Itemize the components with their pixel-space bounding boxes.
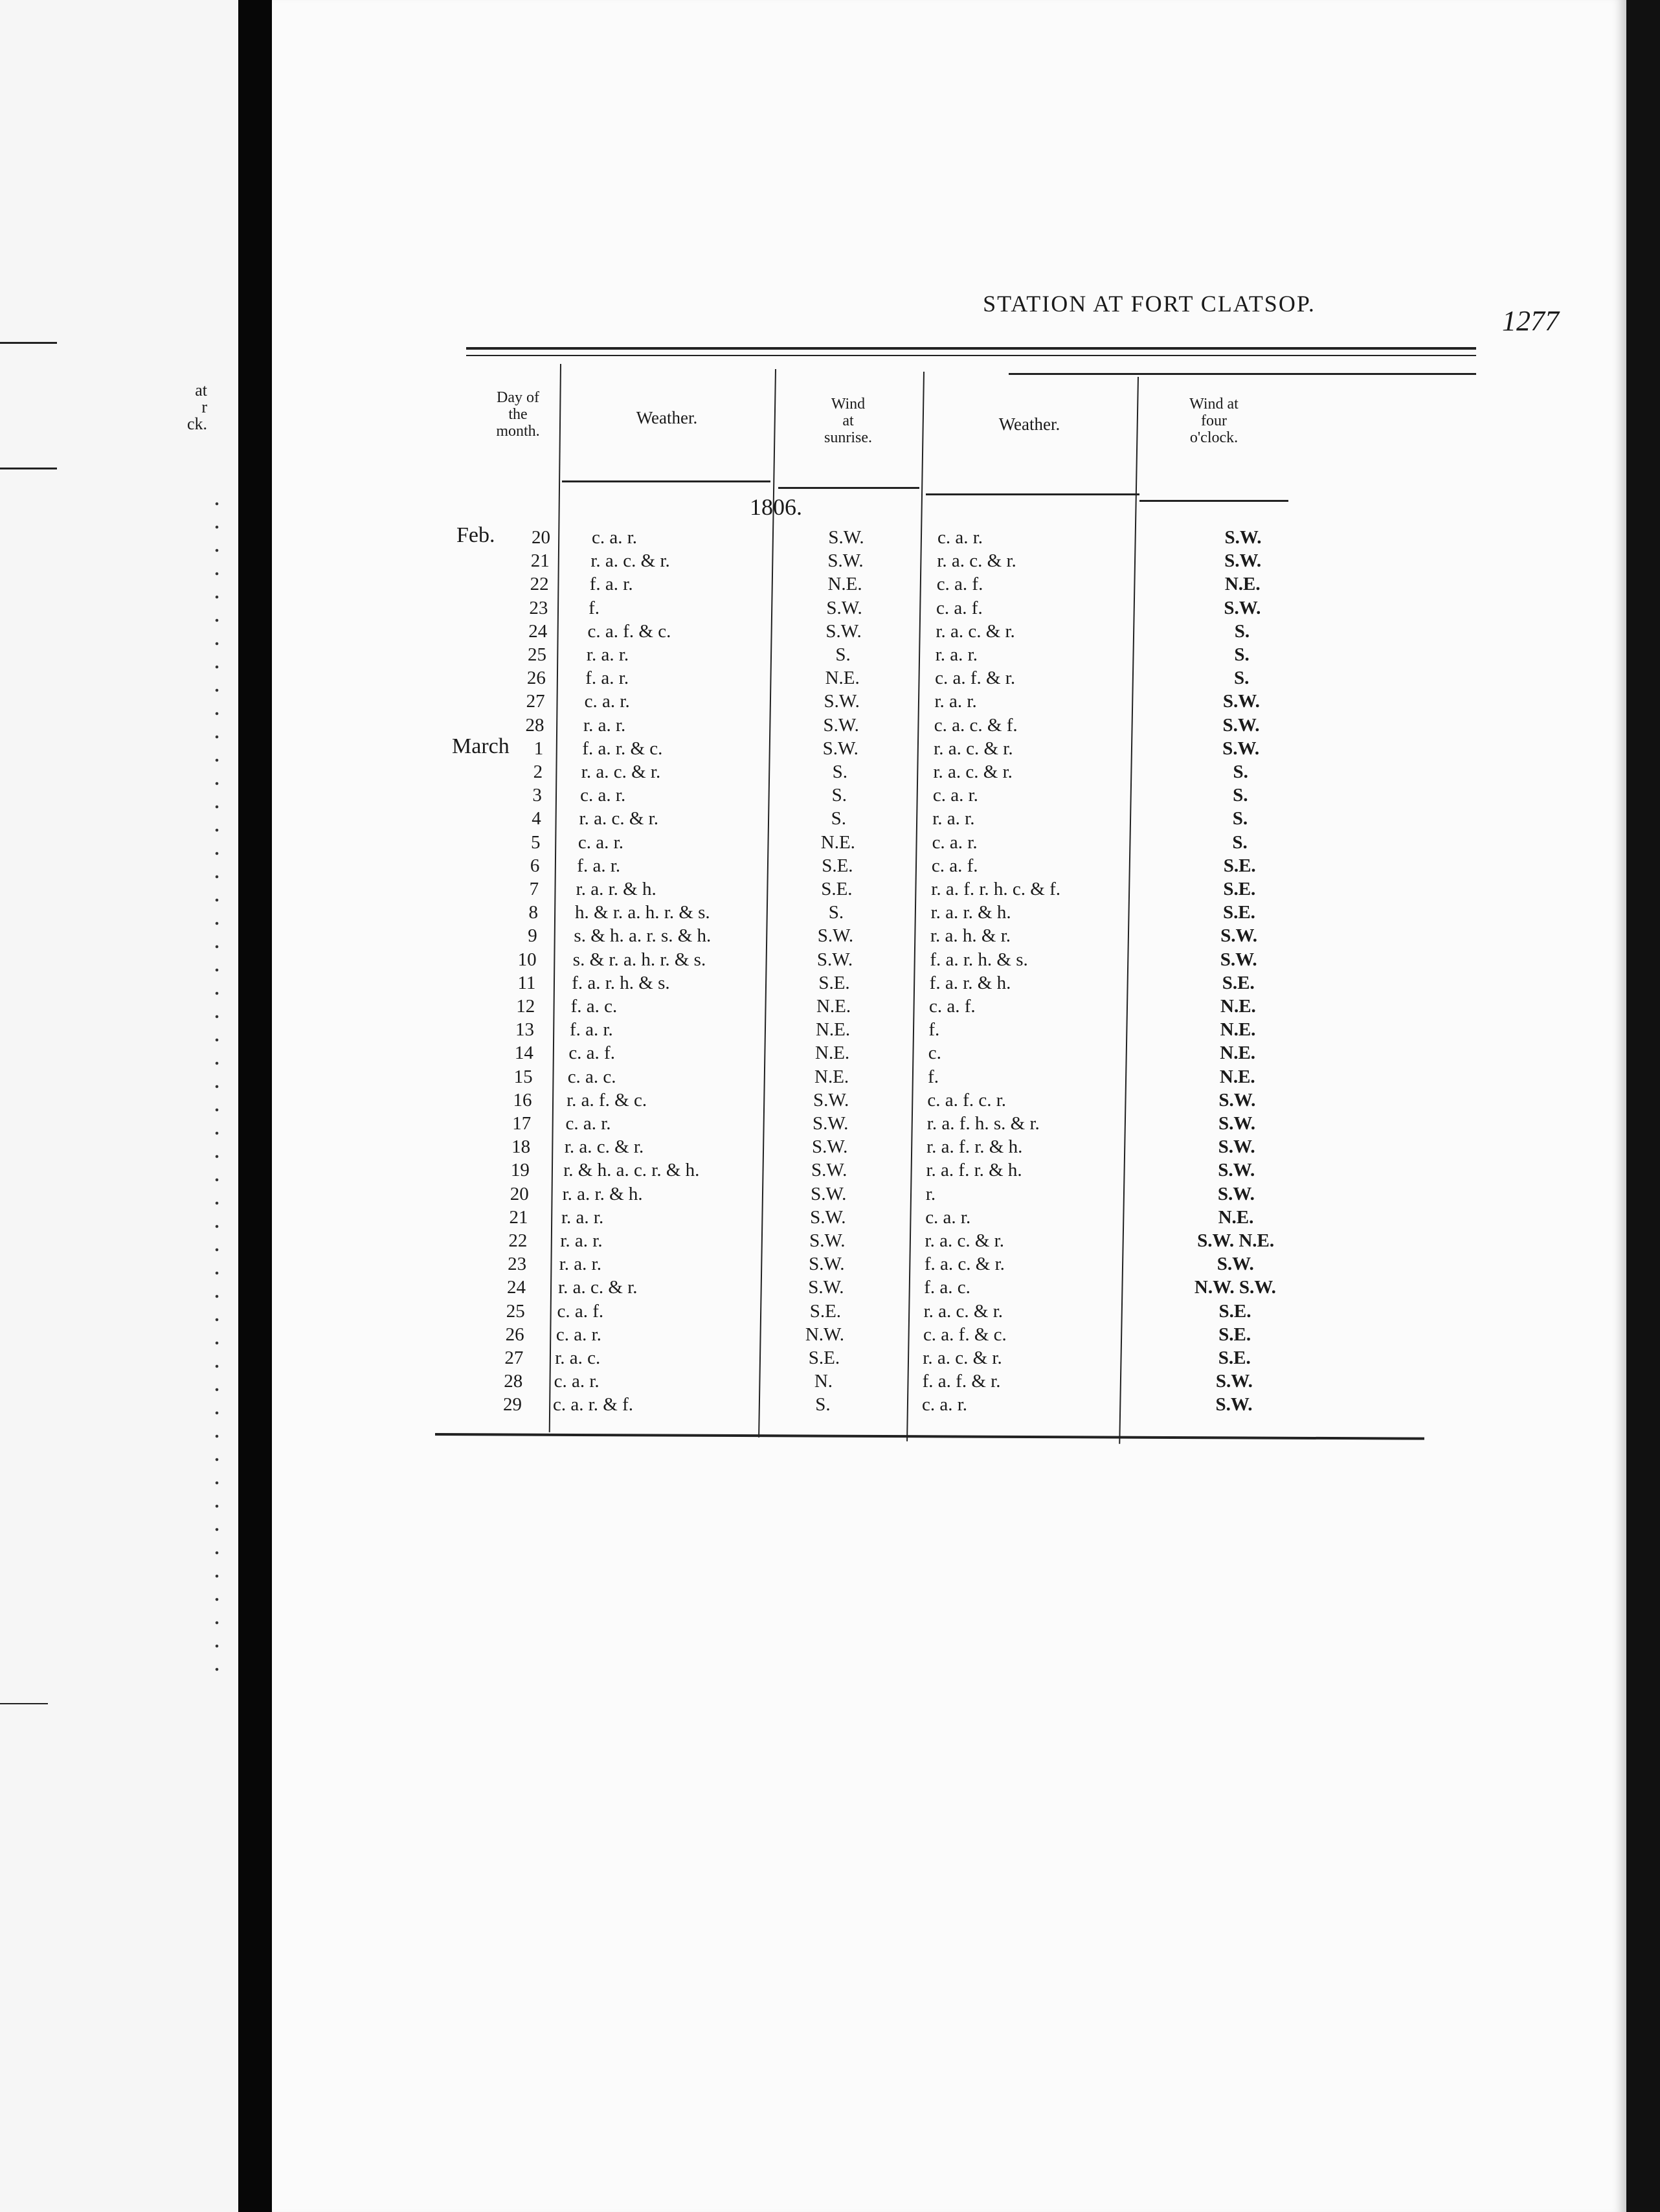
wind-sunrise-cell: N.E. bbox=[815, 1043, 850, 1064]
table-row bbox=[272, 854, 1626, 877]
weather-sunrise-cell: r. a. c. & r. bbox=[581, 762, 661, 782]
day-cell: 24 bbox=[528, 620, 548, 642]
day-cell: 4 bbox=[532, 808, 541, 830]
weather-four-cell: f. a. r. & h. bbox=[929, 972, 1011, 993]
facing-page-fragment bbox=[0, 0, 238, 2212]
table-row bbox=[272, 995, 1626, 1018]
weather-sunrise-cell: r. a. c. bbox=[555, 1348, 601, 1368]
table-row bbox=[272, 1182, 1626, 1206]
day-cell: 3 bbox=[532, 785, 542, 806]
wind-four-cell: S.W. bbox=[1222, 691, 1260, 712]
day-cell: 24 bbox=[506, 1277, 526, 1298]
wind-four-cell: N.E. bbox=[1220, 1043, 1256, 1064]
weather-sunrise-cell: r. a. c. & r. bbox=[564, 1136, 644, 1158]
wind-four-cell: S.E. bbox=[1222, 972, 1255, 993]
table-row bbox=[272, 1018, 1626, 1041]
table-row bbox=[272, 1323, 1626, 1346]
weather-sunrise-cell: r. a. f. & c. bbox=[566, 1089, 647, 1111]
table-row bbox=[272, 690, 1626, 713]
day-cell: 25 bbox=[506, 1300, 525, 1322]
weather-four-cell: c. a. r. bbox=[925, 1206, 971, 1228]
wind-four-cell: S.W. bbox=[1218, 1113, 1256, 1134]
day-cell: 26 bbox=[505, 1324, 524, 1345]
weather-sunrise-cell: f. a. r. bbox=[577, 855, 621, 876]
column-header-day: Day of the month. bbox=[496, 389, 540, 440]
wind-four-cell: S.E. bbox=[1223, 855, 1256, 876]
weather-sunrise-cell: c. a. r. bbox=[580, 785, 626, 806]
weather-four-cell: f. a. c. bbox=[924, 1277, 970, 1298]
weather-four-cell: c. a. r. bbox=[932, 831, 978, 853]
wind-four-cell: N.E. bbox=[1220, 1019, 1256, 1041]
table-row bbox=[272, 831, 1626, 854]
wind-four-cell: N.E. bbox=[1224, 574, 1261, 595]
wind-sunrise-cell: N.E. bbox=[816, 996, 851, 1017]
wind-four-cell: S.W. N.E. bbox=[1197, 1230, 1275, 1251]
day-cell: 11 bbox=[517, 972, 536, 993]
weather-four-cell: r. a. c. & r. bbox=[923, 1300, 1004, 1322]
column-header-weather-sunrise: Weather. bbox=[636, 408, 698, 427]
table-row bbox=[272, 1041, 1626, 1065]
table-top-rule-thin bbox=[466, 355, 1476, 356]
table-top-rule bbox=[466, 347, 1476, 350]
month-label-march: March bbox=[452, 734, 510, 758]
weather-four-cell: c. a. f. c. r. bbox=[927, 1089, 1007, 1111]
day-cell: 27 bbox=[526, 691, 545, 712]
weather-sunrise-cell: c. a. f. & c. bbox=[587, 620, 671, 642]
header-rule-wind-sunrise bbox=[778, 487, 919, 489]
table-row bbox=[272, 643, 1626, 666]
weather-sunrise-cell: f. a. c. bbox=[570, 996, 618, 1017]
day-cell: 23 bbox=[529, 597, 548, 618]
weather-four-cell: f. bbox=[928, 1019, 940, 1041]
wind-sunrise-cell: S. bbox=[815, 1394, 831, 1416]
table-row bbox=[272, 526, 1626, 549]
wind-four-cell: S.W. bbox=[1224, 597, 1261, 618]
wind-four-cell: S.W. bbox=[1224, 527, 1262, 548]
wind-four-cell: N.W. S.W. bbox=[1194, 1277, 1276, 1298]
column-header-weather-four: Weather. bbox=[998, 414, 1060, 434]
wind-sunrise-cell: S.E. bbox=[822, 855, 853, 876]
weather-sunrise-cell: c. a. r. bbox=[592, 527, 638, 548]
weather-sunrise-cell: r. a. r. bbox=[560, 1230, 603, 1251]
facing-page-header-fragment: at bbox=[195, 381, 207, 400]
table-row bbox=[272, 1300, 1626, 1323]
weather-sunrise-cell: c. a. r. bbox=[584, 691, 630, 712]
table-row bbox=[272, 1346, 1626, 1370]
book-gutter bbox=[238, 0, 272, 2212]
weather-four-cell: r. a. c. & r. bbox=[923, 1348, 1002, 1368]
table-row bbox=[272, 596, 1626, 620]
wind-four-cell: S.W. bbox=[1220, 925, 1258, 947]
wind-four-cell: S.E. bbox=[1222, 902, 1255, 923]
wind-sunrise-cell: S.E. bbox=[808, 1348, 840, 1368]
day-cell: 21 bbox=[509, 1206, 528, 1228]
wind-sunrise-cell: S.E. bbox=[809, 1300, 842, 1322]
weather-sunrise-cell: f. a. r. h. & s. bbox=[572, 972, 670, 993]
weather-sunrise-cell: c. a. f. bbox=[568, 1043, 615, 1064]
table-row bbox=[272, 1135, 1626, 1158]
wind-four-cell: S.E. bbox=[1218, 1348, 1251, 1368]
day-cell: 1 bbox=[533, 738, 544, 759]
day-cell: 21 bbox=[530, 550, 550, 572]
table-top-rule-right bbox=[1009, 373, 1476, 375]
weather-sunrise-cell: f. a. r. bbox=[585, 668, 629, 689]
day-cell: 8 bbox=[528, 902, 538, 923]
wind-four-cell: S.W. bbox=[1215, 1394, 1253, 1416]
weather-four-cell: r. a. f. r. & h. bbox=[926, 1136, 1023, 1158]
weather-four-cell: r. a. r. bbox=[935, 644, 978, 665]
weather-sunrise-cell: r. a. r. & h. bbox=[576, 879, 656, 899]
wind-four-cell: S. bbox=[1234, 668, 1250, 689]
weather-four-cell: c. a. f. bbox=[931, 855, 978, 876]
wind-sunrise-cell: S.W. bbox=[813, 1089, 849, 1111]
weather-four-cell: f. a. r. h. & s. bbox=[930, 949, 1028, 970]
weather-sunrise-cell: r. & h. a. c. r. & h. bbox=[563, 1160, 700, 1181]
wind-four-cell: S.W. bbox=[1218, 1089, 1256, 1111]
weather-four-cell: f. a. f. & r. bbox=[922, 1371, 1001, 1392]
wind-four-cell: S.W. bbox=[1215, 1371, 1253, 1392]
wind-sunrise-cell: S.W. bbox=[812, 1136, 848, 1158]
wind-sunrise-cell: S.W. bbox=[811, 1183, 847, 1204]
wind-four-cell: S.W. bbox=[1217, 1254, 1254, 1275]
day-cell: 2 bbox=[533, 762, 543, 782]
wind-four-cell: S.W. bbox=[1220, 949, 1257, 970]
wind-sunrise-cell: S. bbox=[828, 902, 844, 923]
day-cell: 20 bbox=[532, 527, 550, 548]
wind-sunrise-cell: S.W. bbox=[822, 738, 858, 759]
day-cell: 20 bbox=[510, 1183, 529, 1204]
wind-four-cell: S.W. bbox=[1222, 738, 1260, 759]
weather-four-cell: r. a. h. & r. bbox=[930, 925, 1011, 947]
weather-four-cell: c. a. f. bbox=[929, 996, 976, 1017]
table-row bbox=[272, 1206, 1626, 1229]
day-cell: 9 bbox=[528, 925, 537, 947]
weather-sunrise-cell: c. a. f. bbox=[557, 1300, 604, 1322]
wind-four-cell: S.W. bbox=[1224, 550, 1262, 572]
day-cell: 29 bbox=[503, 1394, 522, 1416]
day-cell: 27 bbox=[504, 1348, 524, 1368]
wind-four-cell: S. bbox=[1233, 762, 1248, 782]
wind-sunrise-cell: S.W. bbox=[811, 1160, 847, 1181]
book-page bbox=[272, 0, 1626, 2212]
weather-four-cell: r. bbox=[925, 1183, 936, 1204]
wind-four-cell: N.E. bbox=[1219, 1066, 1255, 1087]
wind-sunrise-cell: S.W. bbox=[813, 1113, 849, 1134]
weather-four-cell: r. a. r. bbox=[934, 691, 977, 712]
wind-sunrise-cell: S.W. bbox=[809, 1230, 846, 1251]
day-cell: 14 bbox=[514, 1043, 533, 1064]
weather-sunrise-cell: s. & r. a. h. r. & s. bbox=[572, 949, 706, 970]
table-row bbox=[272, 1370, 1626, 1393]
table-row bbox=[272, 1393, 1626, 1416]
wind-sunrise-cell: S. bbox=[831, 785, 847, 806]
weather-sunrise-cell: c. a. r. bbox=[555, 1324, 601, 1345]
weather-sunrise-cell: c. a. r. bbox=[554, 1371, 600, 1392]
table-row bbox=[272, 971, 1626, 995]
weather-sunrise-cell: r. a. c. & r. bbox=[579, 808, 658, 830]
day-cell: 26 bbox=[526, 668, 546, 689]
weather-sunrise-cell: s. & h. a. r. s. & h. bbox=[574, 925, 712, 947]
header-rule-wind-four bbox=[1139, 500, 1288, 502]
day-cell: 19 bbox=[510, 1160, 530, 1181]
weather-sunrise-cell: r. a. c. & r. bbox=[590, 550, 670, 572]
weather-four-cell: c. a. r. bbox=[932, 785, 978, 806]
wind-four-cell: S. bbox=[1232, 808, 1248, 830]
weather-four-cell: r. a. c. & r. bbox=[925, 1230, 1004, 1251]
weather-sunrise-cell: r. a. r. bbox=[583, 714, 626, 736]
weather-sunrise-cell: h. & r. a. h. r. & s. bbox=[575, 902, 710, 923]
weather-four-cell: c. a. f. & c. bbox=[923, 1324, 1007, 1345]
wind-four-cell: S. bbox=[1233, 785, 1248, 806]
weather-four-cell: c. a. f. bbox=[936, 597, 983, 618]
table-row bbox=[272, 1112, 1626, 1135]
wind-sunrise-cell: S.W. bbox=[828, 527, 864, 548]
day-cell: 22 bbox=[530, 574, 549, 595]
running-head: STATION AT FORT CLATSOP. bbox=[983, 291, 1316, 317]
month-label-february: Feb. bbox=[456, 523, 495, 547]
weather-sunrise-cell: f. bbox=[589, 597, 600, 618]
wind-sunrise-cell: N.E. bbox=[825, 668, 860, 689]
facing-page-column-marks bbox=[212, 492, 221, 1677]
wind-sunrise-cell: S.W. bbox=[809, 1254, 845, 1275]
day-cell: 16 bbox=[513, 1089, 532, 1111]
day-cell: 25 bbox=[528, 644, 547, 665]
weather-four-cell: r. a. c. & r. bbox=[934, 738, 1013, 759]
day-cell: 15 bbox=[513, 1066, 533, 1087]
wind-sunrise-cell: N. bbox=[814, 1371, 833, 1392]
table-row bbox=[272, 1065, 1626, 1089]
wind-sunrise-cell: S.W. bbox=[827, 550, 864, 572]
weather-four-cell: c. a. f. & r. bbox=[935, 668, 1016, 689]
wind-sunrise-cell: N.E. bbox=[820, 831, 855, 853]
wind-sunrise-cell: S.W. bbox=[810, 1206, 846, 1228]
wind-sunrise-cell: S. bbox=[831, 808, 846, 830]
facing-page-top-rule bbox=[0, 342, 57, 344]
wind-four-cell: N.E. bbox=[1220, 996, 1256, 1017]
wind-four-cell: S.E. bbox=[1223, 879, 1256, 899]
day-cell: 23 bbox=[508, 1254, 527, 1275]
wind-sunrise-cell: S. bbox=[835, 644, 851, 665]
wind-sunrise-cell: S.W. bbox=[817, 925, 854, 947]
table-row bbox=[272, 924, 1626, 947]
table-bottom-rule bbox=[435, 1433, 1424, 1440]
table-row bbox=[272, 1089, 1626, 1112]
weather-four-cell: r. a. r. & h. bbox=[930, 902, 1011, 923]
weather-four-cell: r. a. f. h. s. & r. bbox=[926, 1113, 1040, 1134]
day-cell: 5 bbox=[531, 831, 541, 853]
weather-sunrise-cell: r. a. r. bbox=[586, 644, 629, 665]
facing-page-header-fragment: r bbox=[201, 398, 207, 416]
table-row bbox=[272, 877, 1626, 901]
weather-four-cell: c. a. f. bbox=[936, 574, 983, 595]
table-row bbox=[272, 1158, 1626, 1182]
page-edge bbox=[1626, 0, 1660, 2212]
weather-four-cell: r. a. f. r. & h. bbox=[926, 1160, 1022, 1181]
wind-sunrise-cell: N.E. bbox=[815, 1019, 851, 1041]
table-row bbox=[272, 549, 1626, 572]
wind-sunrise-cell: S.W. bbox=[825, 620, 862, 642]
weather-sunrise-cell: c. a. r. bbox=[565, 1113, 611, 1134]
wind-four-cell: S.W. bbox=[1222, 714, 1260, 736]
wind-four-cell: S.W. bbox=[1218, 1160, 1255, 1181]
day-cell: 22 bbox=[508, 1230, 528, 1251]
day-cell: 6 bbox=[530, 855, 540, 876]
weather-sunrise-cell: r. a. r. bbox=[561, 1206, 604, 1228]
column-header-wind-four: Wind at four o'clock. bbox=[1189, 396, 1239, 446]
table-row bbox=[272, 620, 1626, 643]
weather-sunrise-cell: r. a. c. & r. bbox=[558, 1277, 638, 1298]
table-row bbox=[272, 1276, 1626, 1299]
day-cell: 7 bbox=[529, 879, 539, 899]
day-cell: 10 bbox=[517, 949, 537, 970]
table-row bbox=[272, 666, 1626, 690]
wind-sunrise-cell: N.E. bbox=[814, 1066, 849, 1087]
day-cell: 28 bbox=[504, 1371, 523, 1392]
header-rule-weather-four bbox=[926, 493, 1139, 495]
wind-four-cell: S. bbox=[1232, 831, 1248, 853]
weather-sunrise-cell: f. a. r. bbox=[569, 1019, 613, 1041]
page-number: 1277 bbox=[1502, 305, 1559, 337]
wind-sunrise-cell: S.W. bbox=[824, 691, 860, 712]
weather-sunrise-cell: c. a. r. bbox=[578, 831, 623, 853]
facing-page-header-rule bbox=[0, 468, 57, 469]
weather-four-cell: c. a. c. & f. bbox=[934, 714, 1018, 736]
wind-sunrise-cell: S.E. bbox=[821, 879, 853, 899]
day-cell: 18 bbox=[511, 1136, 531, 1158]
day-cell: 13 bbox=[515, 1019, 535, 1041]
wind-sunrise-cell: S.W. bbox=[823, 714, 859, 736]
header-rule-weather-sunrise bbox=[562, 480, 770, 482]
weather-sunrise-cell: c. a. r. & f. bbox=[553, 1394, 634, 1416]
weather-four-cell: r. a. c. & r. bbox=[933, 762, 1013, 782]
facing-page-bottom-rule bbox=[0, 1703, 48, 1704]
column-header-wind-sunrise: Wind at sunrise. bbox=[824, 396, 872, 446]
table-row bbox=[272, 784, 1626, 807]
table-row bbox=[272, 1252, 1626, 1276]
weather-four-cell: c. bbox=[928, 1043, 941, 1064]
table-row bbox=[272, 737, 1626, 760]
wind-four-cell: N.E. bbox=[1218, 1206, 1254, 1228]
wind-sunrise-cell: S.E. bbox=[818, 972, 850, 993]
table-row bbox=[272, 714, 1626, 737]
wind-four-cell: S.E. bbox=[1218, 1300, 1251, 1322]
weather-four-cell: r. a. c. & r. bbox=[937, 550, 1016, 572]
weather-four-cell: r. a. c. & r. bbox=[936, 620, 1015, 642]
wind-sunrise-cell: S.W. bbox=[816, 949, 853, 970]
weather-four-cell: r. a. f. r. h. c. & f. bbox=[931, 879, 1060, 899]
weather-four-cell: r. a. r. bbox=[932, 808, 975, 830]
wind-four-cell: S.W. bbox=[1218, 1136, 1255, 1158]
weather-sunrise-cell: f. a. r. bbox=[589, 574, 633, 595]
table-row bbox=[272, 807, 1626, 830]
weather-sunrise-cell: c. a. c. bbox=[567, 1066, 616, 1087]
wind-four-cell: S. bbox=[1234, 620, 1250, 642]
table-row bbox=[272, 572, 1626, 596]
year-label: 1806. bbox=[750, 494, 802, 520]
wind-four-cell: S. bbox=[1234, 644, 1250, 665]
day-cell: 28 bbox=[525, 714, 544, 736]
wind-sunrise-cell: S. bbox=[832, 762, 847, 782]
wind-four-cell: S.E. bbox=[1218, 1324, 1251, 1345]
wind-sunrise-cell: S.W. bbox=[826, 597, 862, 618]
wind-four-cell: S.W. bbox=[1217, 1183, 1255, 1204]
table-row bbox=[272, 760, 1626, 784]
weather-four-cell: c. a. r. bbox=[922, 1394, 968, 1416]
wind-sunrise-cell: N.E. bbox=[827, 574, 862, 595]
wind-sunrise-cell: S.W. bbox=[808, 1277, 844, 1298]
day-cell: 12 bbox=[516, 996, 535, 1017]
weather-sunrise-cell: f. a. r. & c. bbox=[582, 738, 663, 759]
wind-sunrise-cell: N.W. bbox=[805, 1324, 844, 1345]
day-cell: 17 bbox=[512, 1113, 532, 1134]
table-row bbox=[272, 1229, 1626, 1252]
table-row bbox=[272, 901, 1626, 924]
table-row bbox=[272, 948, 1626, 971]
weather-sunrise-cell: r. a. r. & h. bbox=[562, 1183, 643, 1204]
weather-sunrise-cell: r. a. r. bbox=[559, 1254, 601, 1275]
weather-four-cell: c. a. r. bbox=[937, 527, 983, 548]
facing-page-header-fragment: ck. bbox=[186, 414, 207, 433]
weather-four-cell: f. bbox=[928, 1066, 939, 1087]
weather-four-cell: f. a. c. & r. bbox=[924, 1254, 1005, 1275]
